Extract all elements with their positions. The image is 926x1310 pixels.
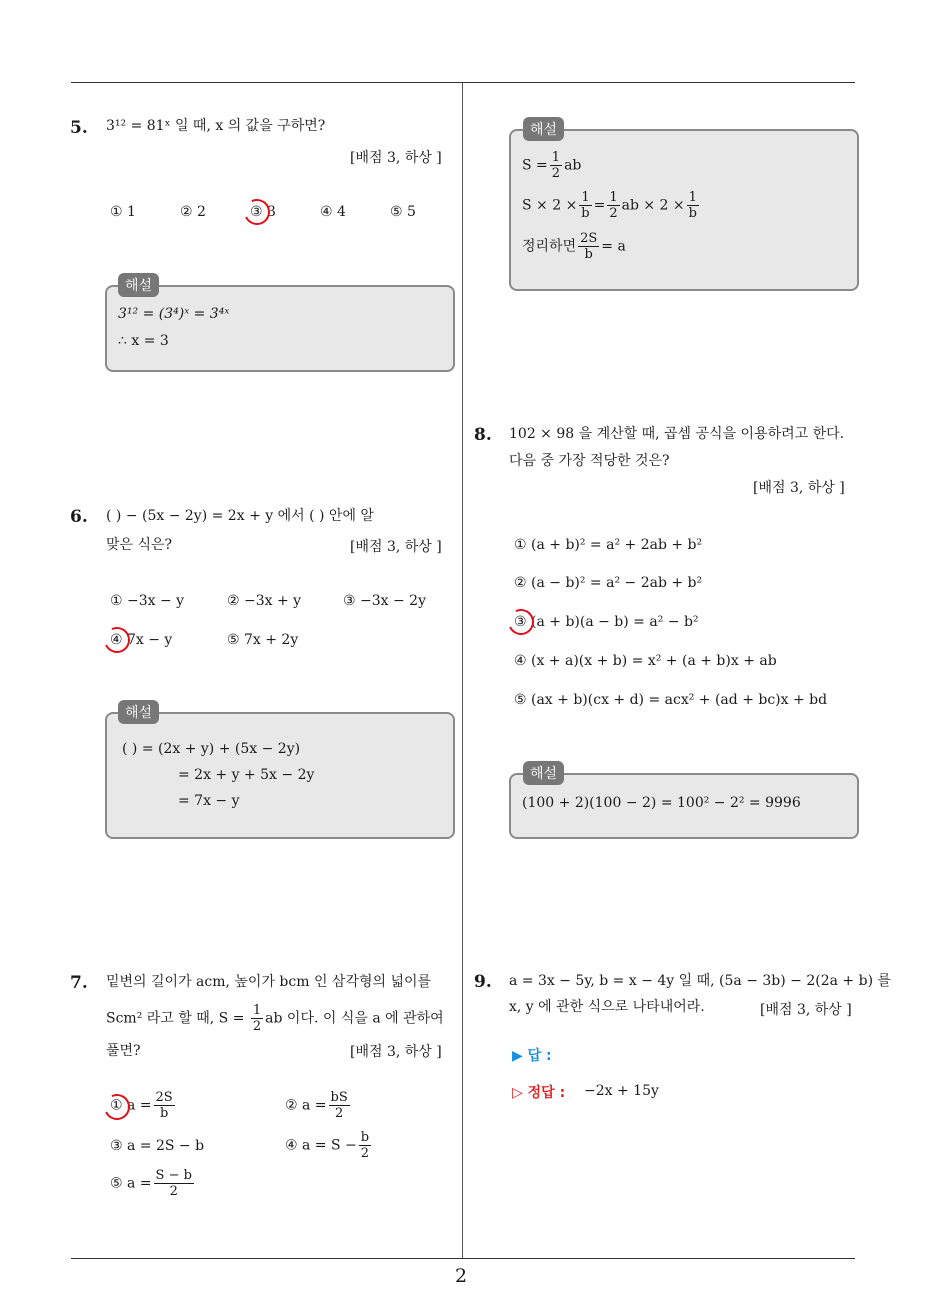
q6-solution-label: 해설 bbox=[118, 700, 159, 724]
q8-choice-4[interactable]: ④ (x + a)(x + b) = x² + (a + b)x + ab bbox=[514, 653, 777, 669]
q6-solution-line-2: = 2x + y + 5x − 2y bbox=[178, 767, 315, 783]
q7-choice-4[interactable]: ④ a = S − $\frac{b}{2}$ bbox=[285, 1130, 370, 1161]
question-5-text: 3¹² = 81ˣ 일 때, x 의 값을 구하면? bbox=[106, 118, 326, 134]
q5-choice-1[interactable]: ① 1 bbox=[110, 204, 136, 220]
question-7-number: 7. bbox=[70, 973, 88, 993]
question-9-meta: [배점 3, 하상 ] bbox=[760, 1002, 852, 1018]
q9-correct-value: −2x + 15y bbox=[584, 1083, 659, 1099]
q5-choice-3[interactable]: ③ 3 bbox=[250, 204, 276, 220]
q5-answer-mark bbox=[240, 195, 273, 228]
q8-choice-5[interactable]: ⑤ (ax + b)(cx + d) = acx² + (ad + bc)x + bd bbox=[514, 692, 828, 708]
q8-choice-2[interactable]: ② (a − b)² = a² − 2ab + b² bbox=[514, 575, 703, 591]
q5-solution-box bbox=[105, 285, 455, 372]
bottom-rule bbox=[71, 1258, 855, 1259]
q8-solution-line: (100 + 2)(100 − 2) = 100² − 2² = 9996 bbox=[522, 795, 801, 811]
question-6-text-line1: ( ) − (5x − 2y) = 2x + y 에서 ( ) 안에 알 bbox=[106, 508, 374, 524]
question-8-number: 8. bbox=[474, 425, 492, 445]
question-9-number: 9. bbox=[474, 972, 492, 992]
q7-solution-line-2: S × 2 × $\frac{1}{b}$ = $\frac{1}{2}$ ab × 2 × $\frac{1}{b}$ bbox=[522, 190, 697, 221]
question-6-text-line2: 맞은 식은? bbox=[106, 537, 173, 553]
q5-choice-5[interactable]: ⑤ 5 bbox=[390, 204, 416, 220]
q9-answer-label: ▶ 답 : bbox=[512, 1048, 552, 1064]
q5-choice-4[interactable]: ④ 4 bbox=[320, 204, 346, 220]
q8-solution-label: 해설 bbox=[523, 761, 564, 785]
q5-solution-label: 해설 bbox=[118, 273, 159, 297]
page-number: 2 bbox=[455, 1265, 468, 1287]
question-8-text-line2: 다음 중 가장 적당한 것은? bbox=[509, 453, 670, 469]
question-7-text-line1: 밑변의 길이가 acm, 높이가 bcm 인 삼각형의 넓이를 bbox=[106, 974, 432, 990]
q6-choice-3[interactable]: ③ −3x − 2y bbox=[343, 593, 426, 609]
q7-line2-start: Scm² 라고 할 때, S = bbox=[106, 1010, 249, 1027]
question-8-meta: [배점 3, 하상 ] bbox=[753, 480, 845, 496]
q7-solution-line-1: S = $\frac{1}{2}$ ab bbox=[522, 150, 582, 181]
q8-answer-mark bbox=[504, 605, 537, 638]
q5-solution-line-1: 3¹² = (3⁴)ˣ = 3⁴ˣ bbox=[118, 306, 230, 322]
top-rule bbox=[71, 82, 855, 83]
question-6-meta: [배점 3, 하상 ] bbox=[350, 539, 442, 555]
question-5-meta: [배점 3, 하상 ] bbox=[350, 150, 442, 166]
question-5-number: 5. bbox=[70, 118, 88, 138]
q7-inline-fraction: $\frac{1}{2}$ bbox=[252, 1003, 262, 1034]
question-7-text-line2 bbox=[106, 1003, 444, 1034]
question-9-text-line1: a = 3x − 5y, b = x − 4y 일 때, (5a − 3b) − 2(2a + b) 를 bbox=[509, 973, 892, 989]
q6-solution-line-3: = 7x − y bbox=[178, 793, 240, 809]
q8-choice-3[interactable]: ③ (a + b)(a − b) = a² − b² bbox=[514, 614, 699, 630]
q6-choice-1[interactable]: ① −3x − y bbox=[110, 593, 185, 609]
q7-solution-label: 해설 bbox=[523, 117, 564, 141]
q8-choice-1[interactable]: ① (a + b)² = a² + 2ab + b² bbox=[514, 537, 703, 553]
q7-choice-3[interactable]: ③ a = 2S − b bbox=[110, 1138, 205, 1154]
column-divider bbox=[462, 83, 463, 1259]
q6-choice-4[interactable]: ④ 7x − y bbox=[110, 632, 173, 648]
q7-choice-5[interactable]: ⑤ a = $\frac{S - b}{2}$ bbox=[110, 1168, 192, 1199]
q6-choice-2[interactable]: ② −3x + y bbox=[227, 593, 302, 609]
q7-line2-end: ab 이다. 이 식을 a 에 관하여 bbox=[265, 1010, 444, 1027]
q6-solution-line-1: ( ) = (2x + y) + (5x − 2y) bbox=[122, 741, 301, 757]
question-9-text-line2: x, y 에 관한 식으로 나타내어라. bbox=[509, 999, 705, 1015]
q7-choice-1[interactable]: ① a = $\frac{2S}{b}$ bbox=[110, 1090, 173, 1121]
question-8-text-line1: 102 × 98 을 계산할 때, 곱셈 공식을 이용하려고 한다. bbox=[509, 426, 845, 442]
q9-correct-label: ▷ 정답 : bbox=[512, 1085, 566, 1101]
q6-choice-5[interactable]: ⑤ 7x + 2y bbox=[227, 632, 299, 648]
q5-solution-line-2: ∴ x = 3 bbox=[118, 333, 169, 349]
q5-choice-2[interactable]: ② 2 bbox=[180, 204, 206, 220]
q6-answer-mark bbox=[100, 623, 133, 656]
question-6-number: 6. bbox=[70, 507, 88, 527]
q7-solution-line-3: 정리하면 $\frac{2S}{b}$ = a bbox=[522, 231, 626, 262]
question-7-meta: [배점 3, 하상 ] bbox=[350, 1044, 442, 1060]
q7-choice-2[interactable]: ② a = $\frac{bS}{2}$ bbox=[285, 1090, 348, 1121]
question-7-text-line3: 풀면? bbox=[106, 1043, 141, 1059]
